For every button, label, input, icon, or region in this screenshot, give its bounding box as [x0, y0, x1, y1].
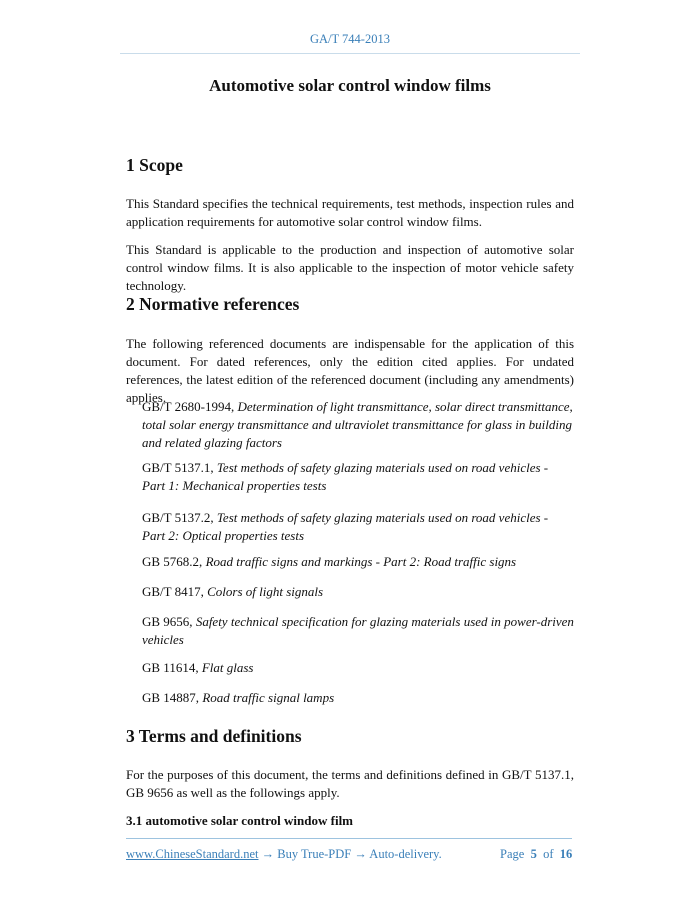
footer-buy-text: → Buy True-PDF — [261, 847, 352, 861]
reference-item: GB 14887, Road traffic signal lamps — [142, 690, 335, 705]
scope-paragraph-1: This Standard specifies the technical requirements, test methods, inspection rules and application requirements for automotive solar control window films. — [126, 196, 574, 229]
footer-promo — [126, 847, 442, 862]
footer-link[interactable]: www.ChineseStandard.net — [126, 847, 259, 861]
reference-item: GB/T 8417, Colors of light signals — [142, 584, 324, 599]
page-number — [500, 847, 572, 862]
reference-item: GB/T 5137.2, Test methods of safety glazing materials used on road vehicles - Part 2: Optical properties tests — [142, 510, 549, 543]
header-divider — [120, 53, 580, 54]
page-label: Page — [500, 847, 525, 861]
section-heading-terms: 3 Terms and definitions — [126, 726, 302, 746]
reference-item: GB 9656, Safety technical specification for glazing materials used in power-driven vehicles — [142, 614, 574, 647]
reference-item: GB/T 5137.1, Test methods of safety glazing materials used on road vehicles - Part 1: Mechanical properties tests — [142, 460, 549, 493]
header-doc-id: GA/T 744-2013 — [310, 32, 390, 46]
section-heading-scope: 1 Scope — [126, 155, 183, 175]
current-page: 5 — [530, 847, 537, 861]
reference-item: GB/T 2680-1994, Determination of light transmittance, solar direct transmittance, total solar energy transmittance and ultraviolet transmittance for glass in building and related glazing factors — [142, 399, 573, 450]
of-label: of — [543, 847, 554, 861]
reference-item: GB 5768.2, Road traffic signs and markings - Part 2: Road traffic signs — [142, 554, 517, 569]
reference-item: GB 11614, Flat glass — [142, 660, 254, 675]
section-heading-normative: 2 Normative references — [126, 294, 300, 314]
footer-delivery-text: → Auto-delivery. — [354, 847, 442, 861]
scope-paragraph-2: This Standard is applicable to the production and inspection of automotive solar control window films. It is also applicable to the inspection of motor vehicle safety technology. — [126, 242, 574, 293]
document-title: Automotive solar control window films — [209, 76, 491, 95]
subsection-heading: 3.1 automotive solar control window film — [126, 813, 354, 828]
normative-paragraph: The following referenced documents are indispensable for the application of this document. For dated references, only the edition cited applies. For undated references, the latest edition of the referenced document (including any amendments) applies. — [126, 336, 574, 405]
total-pages: 16 — [559, 847, 573, 861]
footer-divider — [126, 838, 572, 839]
terms-paragraph: For the purposes of this document, the terms and definitions defined in GB/T 5137.1, GB 9656 as well as the followings apply. — [126, 767, 574, 800]
